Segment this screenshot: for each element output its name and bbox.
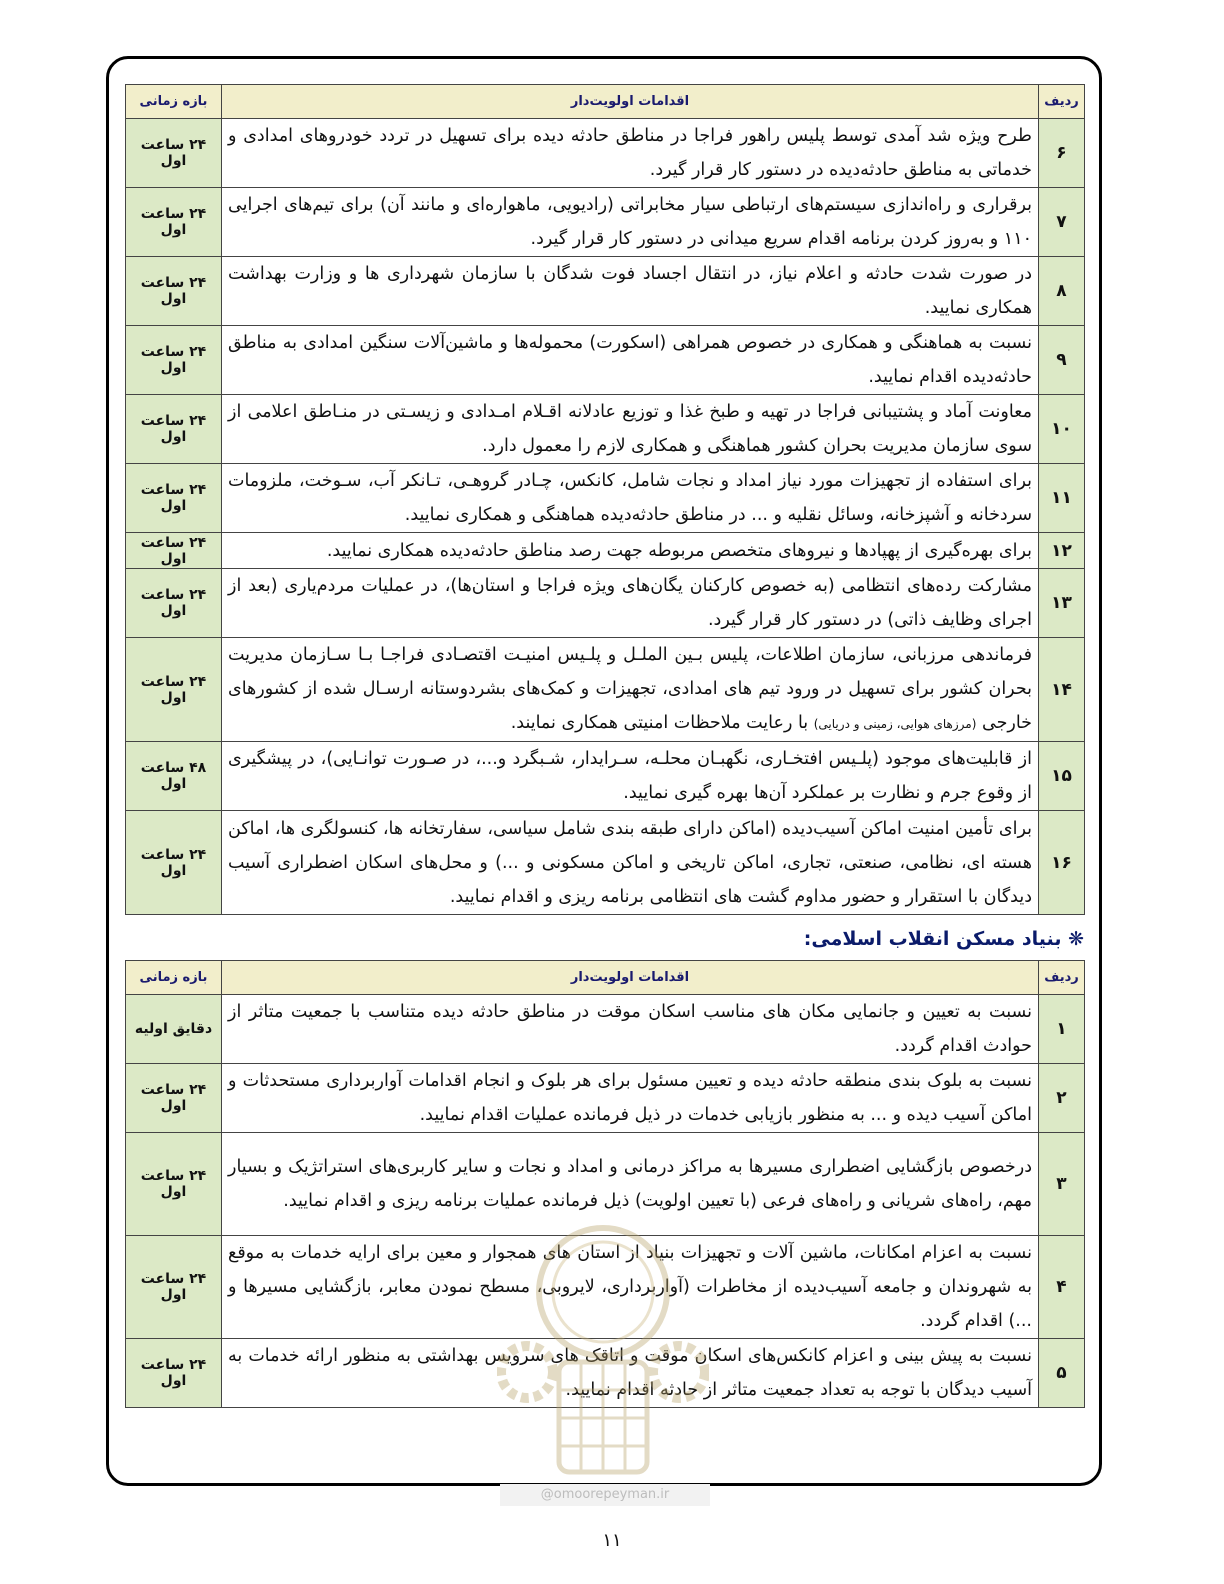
action-text: معاونت آماد و پشتیبانی فراجا در تهیه و طبخ غذا و توزیع عادلانه اقـلام امـدادی و زیسـتی در منـاطق اعلامی از سوی سازمان مدیریت بحران کشور هماهنگی و همکاری لازم را معمول دارد. — [222, 395, 1039, 464]
action-text — [222, 638, 1039, 742]
table-row — [126, 569, 1085, 638]
time-window: ۲۴ ساعت اول — [126, 119, 222, 188]
time-window: ۲۴ ساعت اول — [126, 326, 222, 395]
row-number: ۱ — [1039, 995, 1085, 1064]
table-row — [126, 811, 1085, 915]
row-number: ۱۱ — [1039, 464, 1085, 533]
table-row — [126, 119, 1085, 188]
row-number: ۱۳ — [1039, 569, 1085, 638]
action-text: طرح ویژه شد آمدی توسط پلیس راهور فراجا در مناطق حادثه دیده برای تسهیل در تردد خودروهای امدادی و خدماتی به مناطق حادثه‌دیده در دستور کار قرار گیرد. — [222, 119, 1039, 188]
watermark-website: @omoorepeyman.ir — [500, 1484, 710, 1506]
row-number: ۱۰ — [1039, 395, 1085, 464]
section-title: ❋ بنیاد مسکن انقلاب اسلامی: — [803, 928, 1084, 950]
time-window: ۴۸ ساعت اول — [126, 742, 222, 811]
action-text: برای تأمین امنیت اماکن آسیب‌دیده (اماکن دارای طبقه بندی شامل سیاسی، سفارتخانه ها، کنسولگری ها، اماکن هسته ای، نظامی، صنعتی، تجاری، اماکن تاریخی و اماکن مسکونی و ...) و محل‌های اسکان اضطراری آسیب دیدگان با استقرار و حضور مداوم گشت های انتظامی برنامه ریزی و اقدام نمایید. — [222, 811, 1039, 915]
action-text-main: فرماندهی مرزبانی، سازمان اطلاعات، پلیس بـین الملـل و پلـیس امنیـت اقتصـادی فراجـا بـا سـازمان مدیریت بحران کشور برای تسهیل در ورود تیم های امدادی، تجهیزات و کمک‌های بشردوستانه ارسـال شده از کشورهای خارجی — [228, 645, 1032, 733]
time-window: ۲۴ ساعت اول — [126, 533, 222, 569]
row-number: ۱۵ — [1039, 742, 1085, 811]
table-row — [126, 533, 1085, 569]
row-number: ۲ — [1039, 1064, 1085, 1133]
time-window: ۲۴ ساعت اول — [126, 1064, 222, 1133]
table-header-row — [126, 961, 1085, 995]
header-actions: اقدامات اولویت‌دار — [222, 85, 1039, 119]
table-row — [126, 1133, 1085, 1236]
table-row — [126, 395, 1085, 464]
action-text: نسبت به پیش بینی و اعزام کانکس‌های اسکان موقت و اتاقک های سرویس بهداشتی به منظور ارائه خدمات به آسیب دیدگان با توجه به تعداد جمعیت متاثر از حادثه اقدام نمایید. — [222, 1339, 1039, 1408]
time-window: ۲۴ ساعت اول — [126, 1133, 222, 1236]
time-window: ۲۴ ساعت اول — [126, 188, 222, 257]
action-text-note: (مرزهای هوایی، زمینی و دریایی) — [813, 717, 977, 731]
table-row — [126, 1064, 1085, 1133]
action-text: برقراری و راه‌اندازی سیستم‌های ارتباطی سیار مخابراتی (رادیویی، ماهواره‌ای و مانند آن) برای تیم‌های اجرایی ۱۱۰ و به‌روز کردن برنامه اقدام سریع میدانی در دستور کار قرار گیرد. — [222, 188, 1039, 257]
table-row — [126, 638, 1085, 742]
action-text: برای استفاده از تجهیزات مورد نیاز امداد و نجات شامل، کانکس، چـادر گروهـی، تـانکر آب، سـوخت، ملزومات سردخانه و آشپزخانه، وسائل نقلیه و ... در مناطق حادثه‌دیده هماهنگی و همکاری نمایید. — [222, 464, 1039, 533]
action-text: برای بهره‌گیری از پهپادها و نیروهای متخصص مربوطه جهت رصد مناطق حادثه‌دیده همکاری نمایید. — [222, 533, 1039, 569]
row-number: ۱۴ — [1039, 638, 1085, 742]
time-window: ۲۴ ساعت اول — [126, 1236, 222, 1339]
time-window: ۲۴ ساعت اول — [126, 257, 222, 326]
row-number: ۳ — [1039, 1133, 1085, 1236]
time-window: ۲۴ ساعت اول — [126, 1339, 222, 1408]
table-row — [126, 188, 1085, 257]
row-number: ۹ — [1039, 326, 1085, 395]
row-number: ۵ — [1039, 1339, 1085, 1408]
table-row — [126, 464, 1085, 533]
time-window: ۲۴ ساعت اول — [126, 569, 222, 638]
action-text: نسبت به اعزام امکانات، ماشین آلات و تجهیزات بنیاد از استان های همجوار و معین برای ارایه خدمات به موقع به شهروندان و جامعه آسیب‌دیده از مخاطرات (آواربرداری، لایروبی، مسطح نمودن معابر، بازگشایی مسیرها و ...) اقدام گردد. — [222, 1236, 1039, 1339]
header-row-number: ردیف — [1039, 961, 1085, 995]
row-number: ۷ — [1039, 188, 1085, 257]
priority-actions-table-police — [125, 84, 1085, 915]
action-text: در صورت شدت حادثه و اعلام نیاز، در انتقال اجساد فوت شدگان با سازمان شهرداری ها و وزارت بهداشت همکاری نمایید. — [222, 257, 1039, 326]
action-text: نسبت به هماهنگی و همکاری در خصوص همراهی (اسکورت) محموله‌ها و ماشین‌آلات سنگین امدادی به مناطق حادثه‌دیده اقدام نمایید. — [222, 326, 1039, 395]
action-text: نسبت به بلوک بندی منطقه حادثه دیده و تعیین مسئول برای هر بلوک و انجام اقدامات آواربرداری مستحدثات و اماکن آسیب دیده و ... به منظور بازیابی خدمات در ذیل فرمانده عملیات اقدام نمایید. — [222, 1064, 1039, 1133]
time-window: ۲۴ ساعت اول — [126, 638, 222, 742]
action-text: نسبت به تعیین و جانمایی مکان های مناسب اسکان موقت در مناطق حادثه دیده متناسب با جمعیت متاثر از حوادث اقدام گردد. — [222, 995, 1039, 1064]
time-window: ۲۴ ساعت اول — [126, 464, 222, 533]
header-time-window: بازه زمانی — [126, 85, 222, 119]
table-row — [126, 326, 1085, 395]
table-row — [126, 995, 1085, 1064]
table-row — [126, 257, 1085, 326]
header-row-number: ردیف — [1039, 85, 1085, 119]
header-actions: اقدامات اولویت‌دار — [222, 961, 1039, 995]
header-time-window: بازه زمانی — [126, 961, 222, 995]
action-text: مشارکت رده‌های انتظامی (به خصوص کارکنان یگان‌های ویژه فراجا و استان‌ها)، در عملیات مردم‌یاری (بعد از اجرای وظایف ذاتی) در دستور کار قرار گیرد. — [222, 569, 1039, 638]
row-number: ۸ — [1039, 257, 1085, 326]
time-window: ۲۴ ساعت اول — [126, 395, 222, 464]
row-number: ۴ — [1039, 1236, 1085, 1339]
action-text: درخصوص بازگشایی اضطراری مسیرها به مراکز درمانی و امداد و نجات و سایر کاربری‌های استراتژیک و بسیار مهم، راه‌های شریانی و راه‌های فرعی (با تعیین اولویت) ذیل فرمانده عملیات برنامه ریزی و اقدام نمایید. — [222, 1133, 1039, 1236]
row-number: ۶ — [1039, 119, 1085, 188]
action-text: از قابلیت‌های موجود (پلـیس افتخـاری، نگهبـان محلـه، سـرایدار، شـبگرد و...، در صـورت توانـایی)، در پیشگیری از وقوع جرم و نظارت بر عملکرد آن‌ها بهره گیری نمایید. — [222, 742, 1039, 811]
time-window: دقایق اولیه — [126, 995, 222, 1064]
table-header-row — [126, 85, 1085, 119]
page-number: ۱۱ — [602, 1530, 622, 1551]
row-number: ۱۲ — [1039, 533, 1085, 569]
time-window: ۲۴ ساعت اول — [126, 811, 222, 915]
row-number: ۱۶ — [1039, 811, 1085, 915]
action-text-end: با رعایت ملاحظات امنیتی همکاری نمایند. — [510, 713, 809, 733]
table-row — [126, 742, 1085, 811]
watermark-logo-icon — [497, 1222, 709, 1490]
